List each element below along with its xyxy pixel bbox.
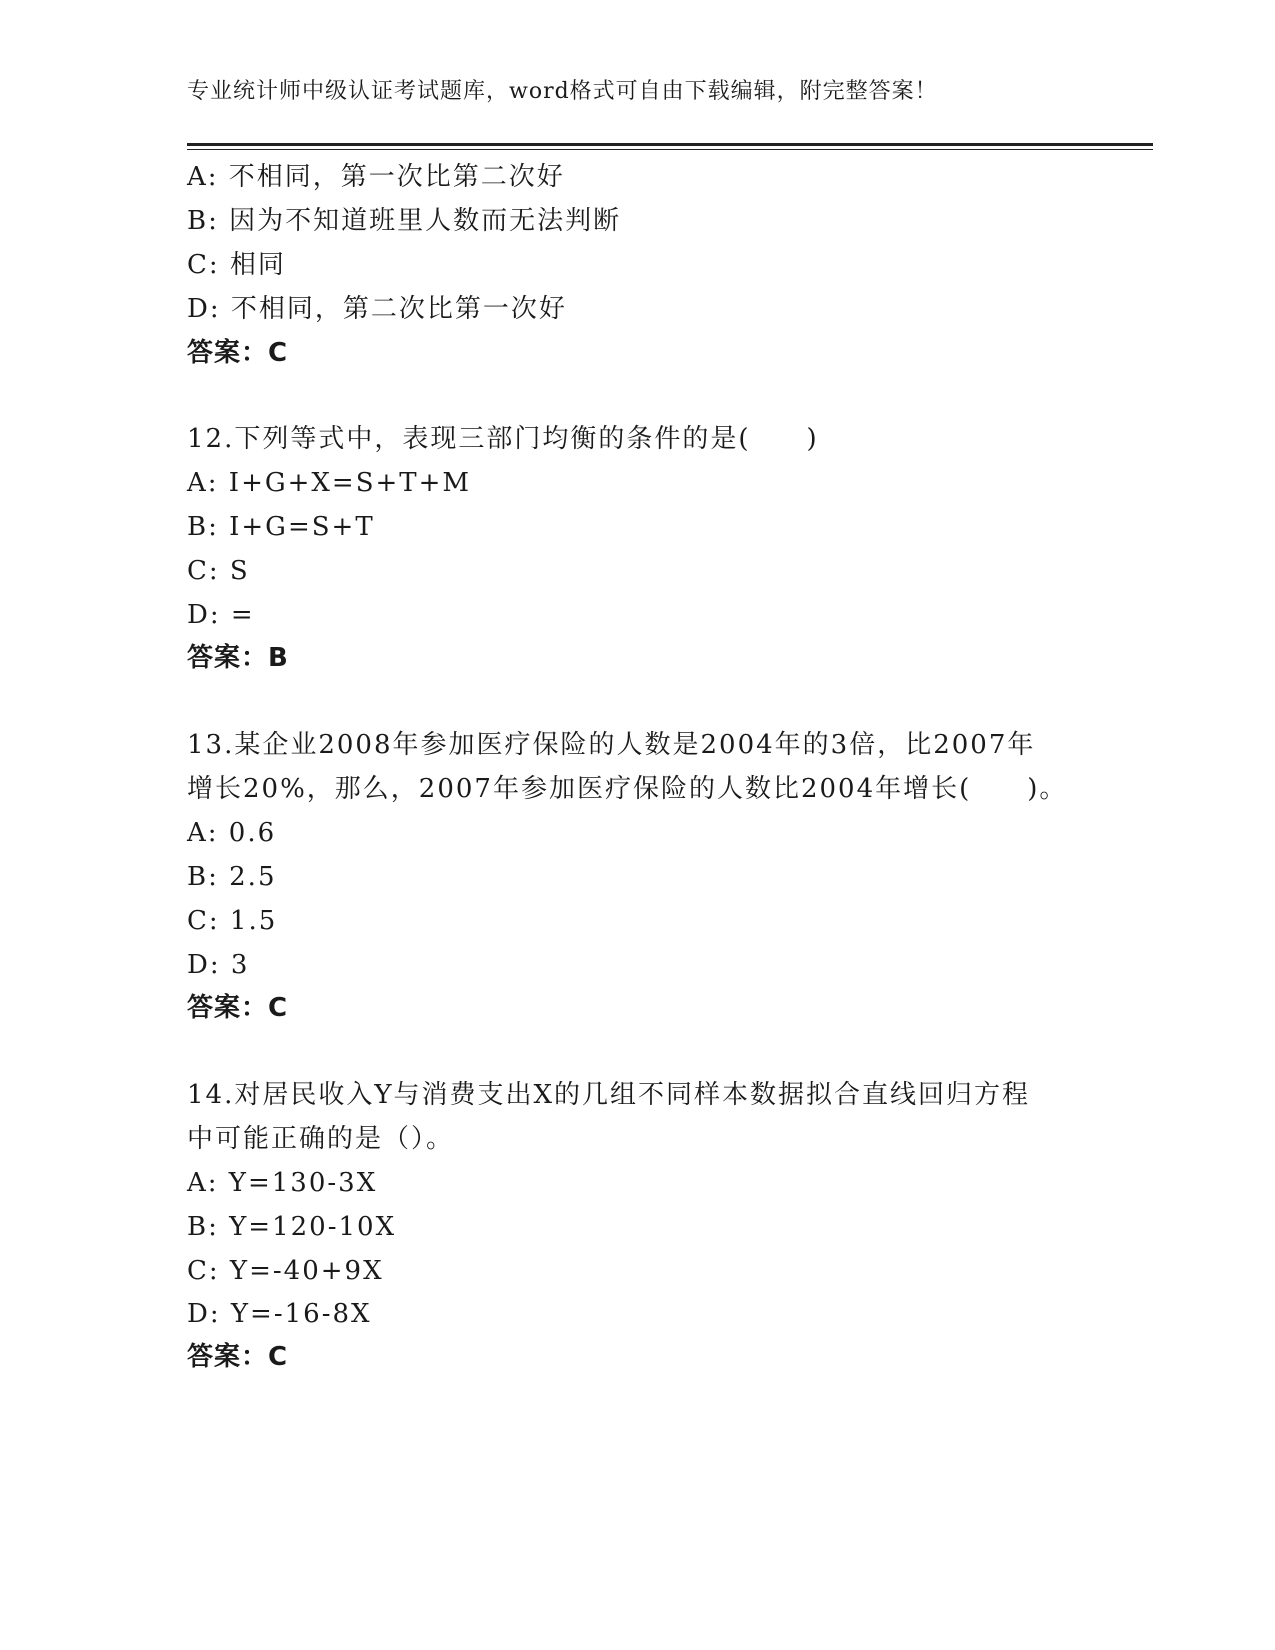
q12-option-c: C: S (187, 556, 250, 586)
header-rule-thin (187, 149, 1153, 150)
q13-answer: 答案：C (187, 993, 289, 1023)
q11-option-b: B: 因为不知道班里人数而无法判断 (187, 206, 622, 236)
q12-question: 12.下列等式中，表现三部门均衡的条件的是( ) (187, 424, 819, 454)
q14-answer: 答案：C (187, 1342, 289, 1372)
q14-option-d: D: Y=-16-8X (187, 1299, 372, 1329)
q13-option-c: C: 1.5 (187, 906, 278, 936)
q13-question-line-2: 增长20%，那么，2007年参加医疗保险的人数比2004年增长( )。 (187, 774, 1068, 804)
q14-option-c: C: Y=-40+9X (187, 1256, 384, 1286)
q11-option-d: D: 不相同，第二次比第一次好 (187, 294, 567, 324)
q14-option-b: B: Y=120-10X (187, 1212, 397, 1242)
q14-question-line-1: 14.对居民收入Y与消费支出X的几组不同样本数据拟合直线回归方程 (187, 1080, 1031, 1110)
q12-answer: 答案：B (187, 643, 289, 673)
q13-question-line-1: 13.某企业2008年参加医疗保险的人数是2004年的3倍，比2007年 (187, 730, 1036, 760)
q12-option-a: A: I+G+X=S+T+M (187, 468, 472, 498)
q13-option-a: A: 0.6 (187, 818, 277, 848)
page-header: 专业统计师中级认证考试题库，word格式可自由下载编辑，附完整答案！ (187, 79, 938, 104)
q14-question-line-2: 中可能正确的是（）。 (187, 1124, 455, 1154)
header-rule-thick (187, 143, 1153, 146)
q14-option-a: A: Y=130-3X (187, 1168, 378, 1198)
q13-option-b: B: 2.5 (187, 862, 277, 892)
q11-option-a: A: 不相同，第一次比第二次好 (187, 162, 565, 192)
q11-answer: 答案：C (187, 338, 289, 368)
q12-option-d: D: = (187, 600, 255, 630)
q13-option-d: D: 3 (187, 950, 250, 980)
q12-option-b: B: I+G=S+T (187, 512, 375, 542)
q11-option-c: C: 相同 (187, 250, 286, 280)
